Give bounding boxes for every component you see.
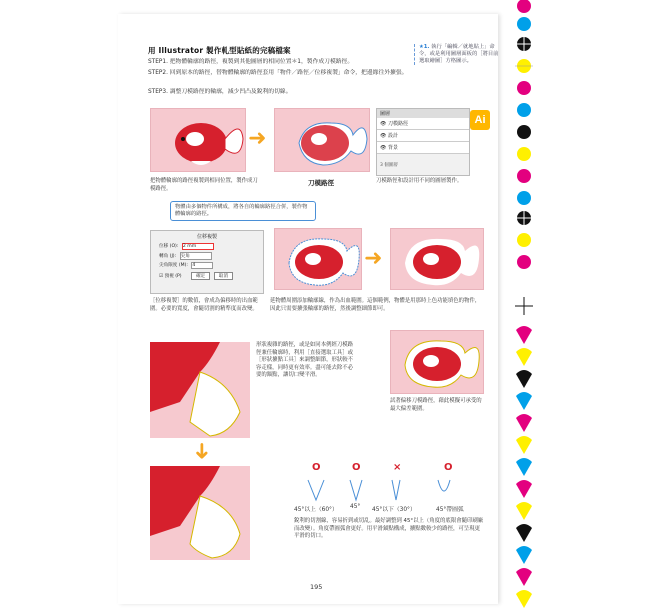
registration-marks-svg (513, 0, 535, 609)
eye-icon[interactable]: 👁 (380, 133, 387, 139)
dialog-field-label: 位移 (O): (159, 244, 179, 249)
caption-bleed: 延物體周圍添加輪廓線，作為出血範圍。這個範例，物體是用那時上色功能填色的物件，因此只需要擴張輪廓的路徑，然後調整細節即可。 (270, 298, 481, 312)
layers-panel-footer: 3 個圖層 (380, 163, 398, 168)
joins-select[interactable]: 尖角 (180, 252, 212, 260)
page-number: 195 (310, 583, 323, 591)
illustrator-badge-icon: Ai (470, 110, 490, 130)
goldfish-shift-illustration (391, 331, 483, 393)
zoom-detail-smooth-illustration (150, 466, 250, 560)
miter-input[interactable]: 4 (191, 262, 213, 269)
fish-zoom-before (150, 342, 250, 438)
layer-row-label: 設計 (387, 133, 398, 139)
angle-label: 45°以下（30°） (372, 507, 416, 513)
angle-label: 45°帶圓弧 (436, 507, 464, 513)
side-note (414, 44, 501, 65)
dialog-field-joins (151, 250, 263, 260)
fish-image-offset (274, 228, 362, 290)
layer-row[interactable] (377, 130, 469, 142)
angle-label: 45° (350, 504, 361, 510)
caption-copy-path: 把物體輪廓的路徑複製到相同位置，製作成刀模路徑。 (150, 178, 258, 192)
registration-marks (513, 0, 535, 609)
dialog-field-label: 轉角 (J): (159, 254, 177, 259)
layers-panel (376, 108, 470, 176)
caption-direct-selection: 形狀複雜的路徑，或是如同本例經刀模路徑兼任輪廓時，利用［直接選取工具］或［形狀擴點工具］來調整細節，形狀較不容走樣，同時更有效率。盡可能去除不必要的錨點，讓切口變平滑。 (256, 342, 354, 378)
page-title: 用 Illustrator 製作軋型貼紙的完稿檔案 (148, 46, 291, 55)
dialog-field-miter (151, 260, 263, 269)
caption-offset-value: ［位移複製］的數值，會成為偏移時的出血範圍。必要的寬度，會隨切割的精準度而改變。 (150, 298, 258, 312)
ok-mark-icon: O (352, 462, 361, 473)
layer-row-label: 刀模路徑 (387, 121, 408, 127)
offset-path-dialog (150, 230, 264, 294)
ok-mark-icon: O (312, 462, 321, 473)
caption-layers: 刀模路徑和設計用不同的圖層製作。 (376, 178, 463, 184)
layers-panel-title: 圖層 (377, 109, 469, 118)
ok-button[interactable]: 確定 (191, 272, 210, 280)
goldfish-result-illustration (391, 229, 483, 289)
fish-zoom-after (150, 466, 250, 560)
ok-mark-icon: O (444, 462, 453, 473)
caption-angles: 銳利的切割線，容易折到或切乱。最好調整到 45°以上（角度的底限會隨印刷廠而改變）。角度帶圓弧會更好。用平滑錨點構成，擴點數較少的路徑，可呈現更平滑的切口。 (294, 518, 484, 539)
preview-label: 預視 (P) (164, 274, 182, 279)
goldfish-illustration (151, 109, 245, 171)
layer-row[interactable] (377, 118, 469, 130)
arrow-right-icon: ➜ (364, 246, 383, 271)
caption-shift: 試著偏移刀模路徑，藉此模擬可承受的最大偏差範圍。 (390, 398, 482, 412)
arrow-down-icon: ➜ (189, 441, 215, 461)
step-1: STEP1. 把物體輪廓的路徑，複製到其他圖層的相同位置＊1，製作成刀模路徑。 (148, 59, 354, 65)
angle-label: 45°以上（60°） (294, 507, 338, 513)
preview-checkbox[interactable]: ☑ (159, 274, 164, 279)
goldfish-offset-illustration (275, 229, 361, 289)
dialog-field-label: 尖角限度 (M): (159, 263, 188, 268)
cancel-button[interactable]: 取消 (214, 272, 233, 280)
ng-mark-icon: × (393, 462, 402, 473)
dialog-title: 位移複製 (196, 234, 217, 240)
fish-image-shift (390, 330, 484, 394)
zoom-detail-illustration (150, 342, 250, 438)
eye-icon[interactable]: 👁 (380, 121, 387, 127)
fish-image-original (150, 108, 246, 172)
step-2: STEP2. 回到原本的路徑，替物體輪廓的路徑套用「物件／路徑／位移複製」命令，把邊緣往外擴張。 (148, 70, 408, 76)
fish-image-cutline (274, 108, 370, 172)
eye-icon[interactable]: 👁 (380, 145, 387, 151)
layer-row[interactable] (377, 142, 469, 154)
layer-row-label: 背景 (387, 145, 398, 151)
fish-image-result (390, 228, 484, 290)
cutline-label: 刀模路徑 (308, 179, 334, 187)
dialog-field-offset (151, 240, 263, 250)
side-note-star: ★1. (419, 44, 430, 50)
side-note-text: 執行「編輯／就地貼上」命令，或是利用圖層面板的［將目前選取繪圖］方格圖示。 (419, 44, 499, 64)
offset-input[interactable]: 2 mm (182, 243, 214, 250)
dialog-bottom-row (151, 269, 263, 280)
blue-callout-note: 物體由多個物件所構成，將各自的輪廓路徑合併，製作物體輪廓的路徑。 (170, 201, 316, 221)
goldfish-outline-illustration (275, 109, 369, 171)
step-3: STEP3. 調整刀模路徑的輪廓，減少凹凸及銳利的切線。 (148, 89, 292, 95)
arrow-right-icon: ➜ (248, 126, 267, 151)
